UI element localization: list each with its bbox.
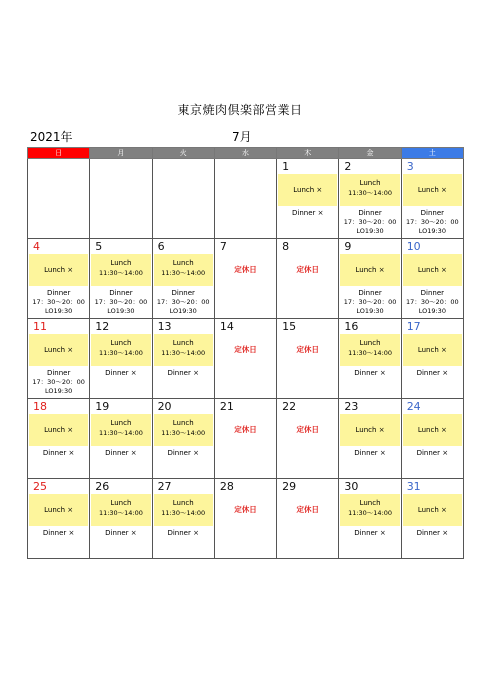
lunch-block — [91, 494, 150, 526]
dinner-block — [153, 289, 214, 316]
last-order: LO19:30 — [45, 387, 73, 395]
last-order: LO19:30 — [356, 227, 384, 235]
dinner-block — [90, 369, 151, 378]
calendar-day-cell — [28, 479, 90, 559]
lunch-block — [154, 334, 213, 366]
dinner-closed-label: Dinner × — [354, 369, 386, 377]
weekday-tuesday: 火 — [152, 148, 214, 159]
lunch-hours: 11:30～14:00 — [161, 509, 206, 517]
lunch-label: Lunch — [359, 339, 381, 347]
lunch-hours: 11:30～14:00 — [348, 509, 393, 517]
dinner-closed-label: Dinner × — [416, 369, 449, 377]
holiday-label: 定休日 — [234, 425, 257, 434]
calendar-week-row — [28, 399, 464, 479]
day-number: 1 — [282, 160, 290, 173]
day-number: 10 — [406, 240, 421, 253]
dinner-block — [339, 529, 400, 538]
dinner-closed-label: Dinner × — [105, 369, 137, 377]
calendar-day-cell — [28, 319, 90, 399]
day-number: 13 — [157, 320, 172, 333]
last-order: LO19:30 — [107, 307, 135, 315]
lunch-closed-label: Lunch × — [44, 506, 74, 514]
holiday-label: 定休日 — [296, 265, 320, 274]
dinner-hours: 17：30～20：00 — [343, 218, 397, 226]
calendar-day-cell — [152, 479, 214, 559]
lunch-closed-label: Lunch × — [417, 186, 447, 194]
calendar-day-cell — [90, 399, 152, 479]
last-order: LO19:30 — [356, 307, 384, 315]
month-label: 7月 — [232, 130, 252, 144]
day-number: 17 — [406, 320, 421, 333]
calendar-day-cell — [277, 159, 339, 239]
lunch-label: Lunch — [110, 259, 132, 267]
weekday-monday: 月 — [90, 148, 152, 159]
holiday-label: 定休日 — [234, 265, 257, 274]
day-number: 21 — [219, 400, 234, 413]
dinner-block — [90, 449, 151, 458]
lunch-block — [403, 254, 462, 286]
dinner-block — [402, 289, 463, 316]
day-number: 14 — [219, 320, 234, 333]
calendar-day-cell — [277, 319, 339, 399]
dinner-closed-label: Dinner × — [167, 529, 199, 537]
dinner-label: Dinner — [358, 209, 382, 217]
calendar-week-row — [28, 319, 464, 399]
calendar-day-cell — [214, 399, 276, 479]
dinner-block — [402, 209, 463, 236]
calendar-day-cell — [401, 399, 463, 479]
day-number: 22 — [282, 400, 297, 413]
dinner-closed-label: Dinner × — [42, 529, 75, 537]
calendar-day-cell — [339, 319, 401, 399]
dinner-label: Dinner — [109, 289, 133, 297]
calendar-day-cell — [339, 479, 401, 559]
lunch-closed-label: Lunch × — [44, 346, 74, 354]
dinner-block — [402, 369, 463, 378]
lunch-block — [154, 254, 213, 286]
dinner-closed-label: Dinner × — [354, 449, 386, 457]
lunch-hours: 11:30～14:00 — [161, 429, 206, 437]
calendar-day-cell — [339, 159, 401, 239]
dinner-closed-label: Dinner × — [167, 449, 199, 457]
calendar-day-cell — [277, 479, 339, 559]
dinner-block — [402, 449, 463, 458]
lunch-label: Lunch — [110, 499, 132, 507]
lunch-block — [278, 174, 337, 206]
dinner-block — [90, 289, 151, 316]
lunch-closed-label: Lunch × — [44, 266, 74, 274]
lunch-hours: 11:30～14:00 — [348, 189, 393, 197]
dinner-closed-label: Dinner × — [292, 209, 324, 217]
calendar-title: 東京焼肉倶楽部営業日 — [177, 103, 303, 117]
day-number: 30 — [344, 480, 359, 493]
dinner-hours: 17：30～20：00 — [32, 378, 85, 386]
lunch-block — [154, 414, 213, 446]
calendar-day-cell — [152, 319, 214, 399]
dinner-label: Dinner — [46, 289, 71, 297]
day-number: 4 — [33, 240, 40, 253]
calendar-empty-cell — [214, 159, 276, 239]
dinner-closed-label: Dinner × — [354, 529, 386, 537]
calendar-day-cell — [214, 239, 276, 319]
lunch-closed-label: Lunch × — [355, 426, 385, 434]
dinner-block — [402, 529, 463, 538]
dinner-label: Dinner — [420, 209, 445, 217]
lunch-hours: 11:30～14:00 — [348, 349, 393, 357]
day-number: 29 — [282, 480, 297, 493]
lunch-label: Lunch — [359, 499, 381, 507]
lunch-block — [29, 254, 88, 286]
calendar-day-cell — [214, 319, 276, 399]
calendar-week-row — [28, 239, 464, 319]
holiday-label: 定休日 — [234, 345, 257, 354]
dinner-hours: 17：30～20：00 — [406, 218, 459, 226]
day-number: 24 — [406, 400, 421, 413]
lunch-closed-label: Lunch × — [417, 426, 447, 434]
lunch-hours: 11:30～14:00 — [98, 429, 143, 437]
calendar-day-cell — [152, 239, 214, 319]
calendar-day-cell — [214, 479, 276, 559]
day-number: 8 — [282, 240, 290, 253]
day-number: 9 — [344, 240, 352, 253]
day-number: 3 — [406, 160, 414, 173]
dinner-block — [277, 209, 338, 218]
day-number: 25 — [33, 480, 47, 493]
lunch-block — [340, 334, 399, 366]
dinner-block — [90, 529, 151, 538]
day-number: 18 — [33, 400, 47, 413]
dinner-block — [339, 449, 400, 458]
lunch-block — [91, 414, 150, 446]
calendar-day-cell — [339, 399, 401, 479]
calendar-day-cell — [152, 399, 214, 479]
dinner-hours: 17：30～20：00 — [343, 298, 397, 306]
lunch-block — [340, 174, 399, 206]
dinner-block — [28, 449, 89, 458]
calendar-day-cell — [277, 399, 339, 479]
calendar-week-row — [28, 479, 464, 559]
dinner-hours: 17：30～20：00 — [156, 298, 210, 306]
weekday-wednesday: 水 — [214, 148, 276, 159]
lunch-label: Lunch — [359, 179, 381, 187]
lunch-block — [91, 254, 150, 286]
calendar-day-cell — [339, 239, 401, 319]
lunch-block — [29, 494, 88, 526]
dinner-hours: 17：30～20：00 — [406, 298, 459, 306]
dinner-hours: 17：30～20：00 — [94, 298, 148, 306]
weekday-thursday: 木 — [277, 148, 339, 159]
lunch-closed-label: Lunch × — [355, 266, 385, 274]
holiday-label: 定休日 — [296, 425, 320, 434]
lunch-label: Lunch — [172, 339, 194, 347]
calendar-day-cell — [401, 159, 463, 239]
holiday-label: 定休日 — [296, 505, 320, 514]
day-number: 28 — [219, 480, 234, 493]
year-label: 2021年 — [30, 130, 73, 144]
lunch-block — [403, 334, 462, 366]
dinner-block — [28, 529, 89, 538]
day-number: 7 — [219, 240, 227, 253]
lunch-hours: 11:30～14:00 — [161, 269, 206, 277]
dinner-label: Dinner — [420, 289, 445, 297]
lunch-block — [154, 494, 213, 526]
dinner-block — [339, 289, 400, 316]
calendar-grid — [27, 147, 464, 559]
calendar-empty-cell — [152, 159, 214, 239]
calendar-day-cell — [401, 319, 463, 399]
day-number: 20 — [157, 400, 172, 413]
dinner-block — [28, 369, 89, 396]
lunch-block — [91, 334, 150, 366]
calendar-empty-cell — [90, 159, 152, 239]
calendar-day-cell — [401, 239, 463, 319]
calendar-day-cell — [28, 239, 90, 319]
day-number: 15 — [282, 320, 297, 333]
calendar-day-cell — [401, 479, 463, 559]
lunch-block — [340, 494, 399, 526]
calendar-week-row — [28, 159, 464, 239]
calendar-empty-cell — [28, 159, 90, 239]
lunch-block — [403, 174, 462, 206]
lunch-closed-label: Lunch × — [293, 186, 323, 194]
lunch-label: Lunch — [110, 339, 132, 347]
dinner-label: Dinner — [46, 369, 71, 377]
lunch-closed-label: Lunch × — [44, 426, 74, 434]
last-order: LO19:30 — [418, 307, 446, 315]
dinner-block — [153, 449, 214, 458]
lunch-block — [403, 494, 462, 526]
day-number: 5 — [95, 240, 103, 253]
last-order: LO19:30 — [45, 307, 73, 315]
dinner-block — [339, 369, 400, 378]
day-number: 12 — [95, 320, 110, 333]
weekday-saturday: 土 — [401, 148, 463, 159]
lunch-block — [403, 414, 462, 446]
calendar-day-cell — [90, 319, 152, 399]
calendar-day-cell — [90, 239, 152, 319]
day-number: 6 — [157, 240, 165, 253]
holiday-label: 定休日 — [296, 345, 320, 354]
weekday-sunday: 日 — [28, 148, 90, 159]
day-number: 23 — [344, 400, 359, 413]
lunch-block — [340, 414, 399, 446]
dinner-block — [28, 289, 89, 316]
dinner-block — [153, 529, 214, 538]
dinner-closed-label: Dinner × — [105, 529, 137, 537]
lunch-hours: 11:30～14:00 — [98, 269, 143, 277]
lunch-block — [29, 414, 88, 446]
lunch-hours: 11:30～14:00 — [98, 349, 143, 357]
dinner-hours: 17：30～20：00 — [32, 298, 85, 306]
dinner-closed-label: Dinner × — [42, 449, 75, 457]
dinner-closed-label: Dinner × — [416, 529, 449, 537]
dinner-closed-label: Dinner × — [416, 449, 449, 457]
day-number: 2 — [344, 160, 352, 173]
lunch-closed-label: Lunch × — [417, 346, 447, 354]
lunch-label: Lunch — [172, 499, 194, 507]
lunch-hours: 11:30～14:00 — [161, 349, 206, 357]
day-number: 31 — [406, 480, 421, 493]
last-order: LO19:30 — [418, 227, 446, 235]
weekday-header-row — [28, 148, 464, 159]
day-number: 26 — [95, 480, 110, 493]
dinner-block — [153, 369, 214, 378]
dinner-block — [339, 209, 400, 236]
dinner-closed-label: Dinner × — [167, 369, 199, 377]
lunch-label: Lunch — [172, 419, 194, 427]
lunch-label: Lunch — [110, 419, 132, 427]
day-number: 16 — [344, 320, 359, 333]
calendar-day-cell — [277, 239, 339, 319]
calendar-day-cell — [90, 479, 152, 559]
holiday-label: 定休日 — [234, 505, 257, 514]
dinner-label: Dinner — [358, 289, 382, 297]
calendar-day-cell — [28, 399, 90, 479]
day-number: 11 — [33, 320, 47, 333]
lunch-label: Lunch — [172, 259, 194, 267]
lunch-hours: 11:30～14:00 — [98, 509, 143, 517]
last-order: LO19:30 — [169, 307, 197, 315]
lunch-block — [340, 254, 399, 286]
day-number: 27 — [157, 480, 172, 493]
weekday-friday: 金 — [339, 148, 401, 159]
day-number: 19 — [95, 400, 110, 413]
lunch-closed-label: Lunch × — [417, 506, 447, 514]
lunch-closed-label: Lunch × — [417, 266, 447, 274]
dinner-closed-label: Dinner × — [105, 449, 137, 457]
dinner-label: Dinner — [171, 289, 195, 297]
lunch-block — [29, 334, 88, 366]
